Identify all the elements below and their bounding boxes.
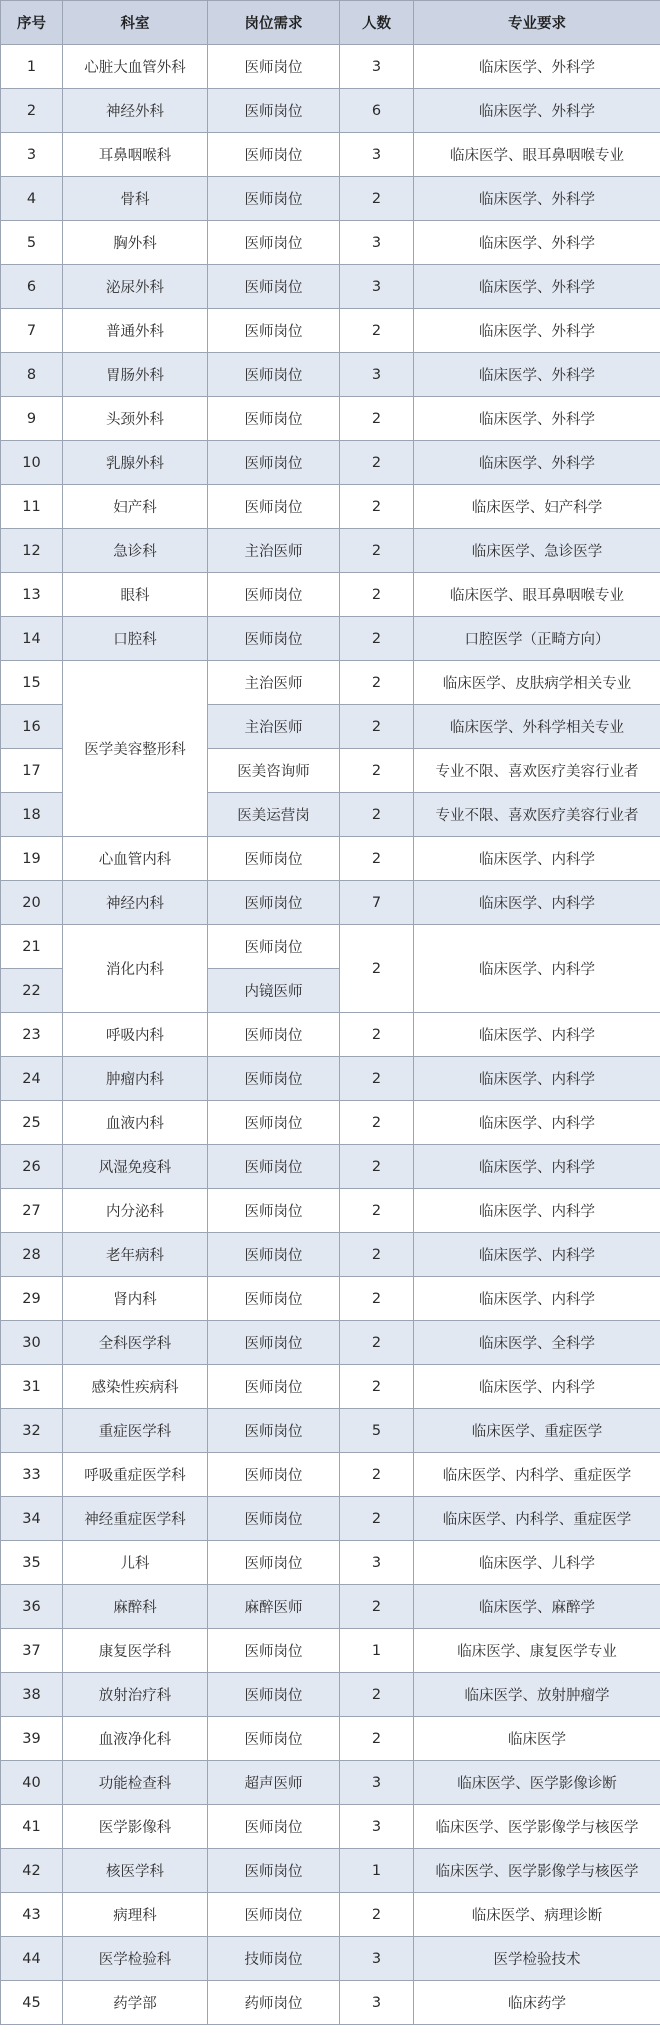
cell-major: 临床医学、全科学	[414, 1321, 660, 1365]
cell-count: 2	[340, 793, 414, 837]
table-row	[1, 881, 660, 925]
cell-position: 医师岗位	[208, 485, 340, 529]
cell-department: 胸外科	[63, 221, 208, 265]
cell-department: 口腔科	[63, 617, 208, 661]
cell-major: 临床医学、内科学	[414, 1189, 660, 1233]
cell-index: 17	[1, 749, 63, 793]
cell-position: 麻醉医师	[208, 1585, 340, 1629]
cell-major: 临床医学、外科学	[414, 177, 660, 221]
cell-index: 35	[1, 1541, 63, 1585]
cell-department: 医学检验科	[63, 1937, 208, 1981]
cell-major: 临床医学、内科学	[414, 881, 660, 925]
cell-index: 9	[1, 397, 63, 441]
cell-department: 功能检查科	[63, 1761, 208, 1805]
cell-position: 主治医师	[208, 529, 340, 573]
cell-major: 临床医学、内科学	[414, 1233, 660, 1277]
cell-index: 42	[1, 1849, 63, 1893]
cell-department: 乳腺外科	[63, 441, 208, 485]
cell-position: 医师岗位	[208, 89, 340, 133]
table-row	[1, 221, 660, 265]
cell-position: 医师岗位	[208, 925, 340, 969]
cell-index: 34	[1, 1497, 63, 1541]
cell-major: 临床医学、皮肤病学相关专业	[414, 661, 660, 705]
table-row	[1, 1277, 660, 1321]
cell-position: 医师岗位	[208, 1321, 340, 1365]
cell-major: 临床医学、外科学	[414, 45, 660, 89]
table-row	[1, 1145, 660, 1189]
cell-index: 22	[1, 969, 63, 1013]
cell-department: 普通外科	[63, 309, 208, 353]
table-row	[1, 1189, 660, 1233]
cell-department: 头颈外科	[63, 397, 208, 441]
cell-department: 放射治疗科	[63, 1673, 208, 1717]
cell-major: 专业不限、喜欢医疗美容行业者	[414, 749, 660, 793]
cell-department: 肿瘤内科	[63, 1057, 208, 1101]
cell-count: 2	[340, 573, 414, 617]
cell-major: 临床医学、急诊医学	[414, 529, 660, 573]
cell-position: 医师岗位	[208, 1805, 340, 1849]
cell-position: 医师岗位	[208, 1365, 340, 1409]
cell-position: 超声医师	[208, 1761, 340, 1805]
cell-department: 康复医学科	[63, 1629, 208, 1673]
cell-department: 医学美容整形科	[63, 661, 208, 837]
cell-count: 2	[340, 1673, 414, 1717]
cell-index: 18	[1, 793, 63, 837]
cell-index: 8	[1, 353, 63, 397]
cell-count: 2	[340, 1321, 414, 1365]
cell-index: 43	[1, 1893, 63, 1937]
cell-index: 30	[1, 1321, 63, 1365]
cell-count: 3	[340, 1937, 414, 1981]
cell-index: 26	[1, 1145, 63, 1189]
table-row	[1, 265, 660, 309]
table-row	[1, 1717, 660, 1761]
cell-major: 临床医学、妇产科学	[414, 485, 660, 529]
cell-department: 感染性疾病科	[63, 1365, 208, 1409]
cell-position: 技师岗位	[208, 1937, 340, 1981]
cell-index: 24	[1, 1057, 63, 1101]
cell-position: 医师岗位	[208, 353, 340, 397]
cell-count: 3	[340, 221, 414, 265]
cell-position: 医师岗位	[208, 1629, 340, 1673]
cell-position: 医师岗位	[208, 309, 340, 353]
cell-major: 临床医学、重症医学	[414, 1409, 660, 1453]
cell-major: 临床医学、外科学	[414, 309, 660, 353]
cell-department: 医学影像科	[63, 1805, 208, 1849]
table-row	[1, 1629, 660, 1673]
cell-index: 29	[1, 1277, 63, 1321]
cell-position: 医师岗位	[208, 1145, 340, 1189]
cell-department: 全科医学科	[63, 1321, 208, 1365]
cell-department: 内分泌科	[63, 1189, 208, 1233]
cell-count: 5	[340, 1409, 414, 1453]
cell-count: 2	[340, 837, 414, 881]
table-row	[1, 133, 660, 177]
cell-count: 2	[340, 661, 414, 705]
cell-index: 3	[1, 133, 63, 177]
cell-position: 医师岗位	[208, 1277, 340, 1321]
cell-position: 药师岗位	[208, 1981, 340, 2025]
cell-count: 3	[340, 353, 414, 397]
cell-department: 儿科	[63, 1541, 208, 1585]
cell-index: 44	[1, 1937, 63, 1981]
cell-count: 2	[340, 1893, 414, 1937]
cell-index: 37	[1, 1629, 63, 1673]
cell-major: 临床药学	[414, 1981, 660, 2025]
cell-count: 2	[340, 1585, 414, 1629]
table-row	[1, 1013, 660, 1057]
table-row	[1, 1585, 660, 1629]
cell-index: 12	[1, 529, 63, 573]
table-row	[1, 1849, 660, 1893]
cell-index: 40	[1, 1761, 63, 1805]
cell-major: 临床医学、内科学	[414, 1057, 660, 1101]
cell-index: 28	[1, 1233, 63, 1277]
cell-count: 2	[340, 485, 414, 529]
cell-department: 骨科	[63, 177, 208, 221]
cell-index: 14	[1, 617, 63, 661]
cell-index: 10	[1, 441, 63, 485]
cell-index: 20	[1, 881, 63, 925]
table-row	[1, 1321, 660, 1365]
table-body	[1, 45, 660, 2025]
cell-department: 呼吸重症医学科	[63, 1453, 208, 1497]
cell-count: 2	[340, 397, 414, 441]
cell-major: 口腔医学（正畸方向）	[414, 617, 660, 661]
cell-position: 医师岗位	[208, 1013, 340, 1057]
cell-count: 1	[340, 1849, 414, 1893]
cell-index: 27	[1, 1189, 63, 1233]
cell-count: 2	[340, 705, 414, 749]
cell-department: 妇产科	[63, 485, 208, 529]
cell-major: 临床医学、康复医学专业	[414, 1629, 660, 1673]
cell-major: 临床医学	[414, 1717, 660, 1761]
cell-position: 医师岗位	[208, 1409, 340, 1453]
cell-index: 32	[1, 1409, 63, 1453]
cell-position: 医师岗位	[208, 177, 340, 221]
cell-major: 临床医学、麻醉学	[414, 1585, 660, 1629]
table-row	[1, 661, 660, 705]
table-header	[1, 1, 660, 45]
table-row	[1, 1981, 660, 2025]
cell-index: 31	[1, 1365, 63, 1409]
table-row	[1, 1365, 660, 1409]
table-row	[1, 1057, 660, 1101]
table-row	[1, 1497, 660, 1541]
table-row	[1, 1409, 660, 1453]
cell-count: 3	[340, 1761, 414, 1805]
header-position: 岗位需求	[208, 1, 340, 45]
cell-index: 15	[1, 661, 63, 705]
cell-position: 主治医师	[208, 705, 340, 749]
table-row	[1, 837, 660, 881]
cell-count: 2	[340, 1277, 414, 1321]
cell-major: 临床医学、内科学	[414, 1101, 660, 1145]
cell-position: 医师岗位	[208, 837, 340, 881]
cell-department: 核医学科	[63, 1849, 208, 1893]
cell-count: 3	[340, 133, 414, 177]
cell-count: 2	[340, 1453, 414, 1497]
header-row	[1, 1, 660, 45]
cell-count: 3	[340, 1981, 414, 2025]
cell-department: 药学部	[63, 1981, 208, 2025]
cell-index: 1	[1, 45, 63, 89]
cell-count: 2	[340, 925, 414, 1013]
cell-index: 21	[1, 925, 63, 969]
cell-position: 医师岗位	[208, 1497, 340, 1541]
cell-position: 医师岗位	[208, 617, 340, 661]
cell-major: 临床医学、外科学相关专业	[414, 705, 660, 749]
table-row	[1, 1453, 660, 1497]
table-row	[1, 1805, 660, 1849]
cell-major: 临床医学、外科学	[414, 353, 660, 397]
cell-index: 23	[1, 1013, 63, 1057]
cell-department: 血液净化科	[63, 1717, 208, 1761]
cell-index: 5	[1, 221, 63, 265]
cell-position: 医师岗位	[208, 1233, 340, 1277]
cell-count: 2	[340, 309, 414, 353]
table-row	[1, 617, 660, 661]
cell-position: 医师岗位	[208, 265, 340, 309]
cell-major: 临床医学、内科学	[414, 837, 660, 881]
cell-major: 临床医学、内科学	[414, 1277, 660, 1321]
table-row	[1, 1761, 660, 1805]
table-row	[1, 529, 660, 573]
cell-major: 临床医学、医学影像学与核医学	[414, 1849, 660, 1893]
cell-position: 医师岗位	[208, 573, 340, 617]
header-department: 科室	[63, 1, 208, 45]
cell-index: 11	[1, 485, 63, 529]
cell-position: 医师岗位	[208, 1057, 340, 1101]
cell-index: 45	[1, 1981, 63, 2025]
cell-position: 医师岗位	[208, 397, 340, 441]
cell-index: 25	[1, 1101, 63, 1145]
cell-position: 医美运营岗	[208, 793, 340, 837]
cell-department: 急诊科	[63, 529, 208, 573]
cell-department: 肾内科	[63, 1277, 208, 1321]
table-row	[1, 925, 660, 969]
cell-major: 医学检验技术	[414, 1937, 660, 1981]
table-row	[1, 1673, 660, 1717]
table-row	[1, 1541, 660, 1585]
cell-index: 41	[1, 1805, 63, 1849]
cell-major: 专业不限、喜欢医疗美容行业者	[414, 793, 660, 837]
cell-department: 呼吸内科	[63, 1013, 208, 1057]
cell-department: 耳鼻咽喉科	[63, 133, 208, 177]
cell-position: 医师岗位	[208, 45, 340, 89]
cell-count: 3	[340, 45, 414, 89]
cell-position: 医师岗位	[208, 1717, 340, 1761]
cell-department: 血液内科	[63, 1101, 208, 1145]
table-row	[1, 309, 660, 353]
cell-department: 神经内科	[63, 881, 208, 925]
cell-index: 2	[1, 89, 63, 133]
cell-position: 医师岗位	[208, 1453, 340, 1497]
cell-position: 医师岗位	[208, 441, 340, 485]
cell-index: 6	[1, 265, 63, 309]
cell-department: 胃肠外科	[63, 353, 208, 397]
cell-count: 7	[340, 881, 414, 925]
header-index: 序号	[1, 1, 63, 45]
cell-major: 临床医学、内科学	[414, 1013, 660, 1057]
cell-major: 临床医学、外科学	[414, 265, 660, 309]
cell-department: 神经外科	[63, 89, 208, 133]
cell-department: 重症医学科	[63, 1409, 208, 1453]
cell-position: 医师岗位	[208, 1893, 340, 1937]
cell-position: 主治医师	[208, 661, 340, 705]
cell-count: 2	[340, 1189, 414, 1233]
cell-position: 内镜医师	[208, 969, 340, 1013]
table-row	[1, 353, 660, 397]
cell-count: 3	[340, 1541, 414, 1585]
header-count: 人数	[340, 1, 414, 45]
table-row	[1, 177, 660, 221]
cell-department: 泌尿外科	[63, 265, 208, 309]
cell-position: 医美咨询师	[208, 749, 340, 793]
table-row	[1, 89, 660, 133]
cell-major: 临床医学、外科学	[414, 89, 660, 133]
cell-index: 4	[1, 177, 63, 221]
cell-count: 2	[340, 1497, 414, 1541]
cell-index: 13	[1, 573, 63, 617]
table-row	[1, 397, 660, 441]
cell-department: 心脏大血管外科	[63, 45, 208, 89]
cell-count: 2	[340, 1013, 414, 1057]
cell-index: 16	[1, 705, 63, 749]
cell-department: 消化内科	[63, 925, 208, 1013]
cell-count: 3	[340, 265, 414, 309]
cell-major: 临床医学、内科学	[414, 1145, 660, 1189]
cell-department: 老年病科	[63, 1233, 208, 1277]
cell-major: 临床医学、儿科学	[414, 1541, 660, 1585]
cell-major: 临床医学、外科学	[414, 441, 660, 485]
cell-count: 2	[340, 617, 414, 661]
cell-department: 神经重症医学科	[63, 1497, 208, 1541]
cell-count: 3	[340, 1805, 414, 1849]
cell-count: 2	[340, 1145, 414, 1189]
cell-major: 临床医学、外科学	[414, 397, 660, 441]
table-row	[1, 1893, 660, 1937]
cell-index: 33	[1, 1453, 63, 1497]
cell-major: 临床医学、眼耳鼻咽喉专业	[414, 573, 660, 617]
cell-major: 临床医学、眼耳鼻咽喉专业	[414, 133, 660, 177]
cell-count: 2	[340, 1101, 414, 1145]
cell-department: 麻醉科	[63, 1585, 208, 1629]
cell-count: 1	[340, 1629, 414, 1673]
cell-count: 6	[340, 89, 414, 133]
cell-department: 病理科	[63, 1893, 208, 1937]
cell-count: 2	[340, 749, 414, 793]
cell-major: 临床医学、医学影像学与核医学	[414, 1805, 660, 1849]
cell-index: 36	[1, 1585, 63, 1629]
cell-position: 医师岗位	[208, 1541, 340, 1585]
table-row	[1, 441, 660, 485]
cell-count: 2	[340, 177, 414, 221]
cell-major: 临床医学、内科学	[414, 925, 660, 1013]
table-row	[1, 485, 660, 529]
cell-major: 临床医学、病理诊断	[414, 1893, 660, 1937]
cell-department: 眼科	[63, 573, 208, 617]
table-row	[1, 45, 660, 89]
cell-index: 38	[1, 1673, 63, 1717]
cell-department: 心血管内科	[63, 837, 208, 881]
cell-count: 2	[340, 1057, 414, 1101]
cell-count: 2	[340, 1717, 414, 1761]
table-row	[1, 1937, 660, 1981]
cell-position: 医师岗位	[208, 1189, 340, 1233]
header-major: 专业要求	[414, 1, 660, 45]
cell-index: 19	[1, 837, 63, 881]
cell-major: 临床医学、内科学、重症医学	[414, 1453, 660, 1497]
cell-count: 2	[340, 1233, 414, 1277]
cell-count: 2	[340, 1365, 414, 1409]
cell-position: 医师岗位	[208, 1673, 340, 1717]
table-row	[1, 1101, 660, 1145]
cell-major: 临床医学、内科学	[414, 1365, 660, 1409]
table-row	[1, 1233, 660, 1277]
cell-position: 医师岗位	[208, 221, 340, 265]
cell-position: 医师岗位	[208, 133, 340, 177]
cell-major: 临床医学、内科学、重症医学	[414, 1497, 660, 1541]
table-row	[1, 573, 660, 617]
cell-index: 39	[1, 1717, 63, 1761]
cell-major: 临床医学、放射肿瘤学	[414, 1673, 660, 1717]
cell-position: 医师岗位	[208, 1849, 340, 1893]
cell-department: 风湿免疫科	[63, 1145, 208, 1189]
cell-index: 7	[1, 309, 63, 353]
cell-count: 2	[340, 441, 414, 485]
cell-position: 医师岗位	[208, 881, 340, 925]
cell-count: 2	[340, 529, 414, 573]
cell-major: 临床医学、外科学	[414, 221, 660, 265]
cell-position: 医师岗位	[208, 1101, 340, 1145]
cell-major: 临床医学、医学影像诊断	[414, 1761, 660, 1805]
